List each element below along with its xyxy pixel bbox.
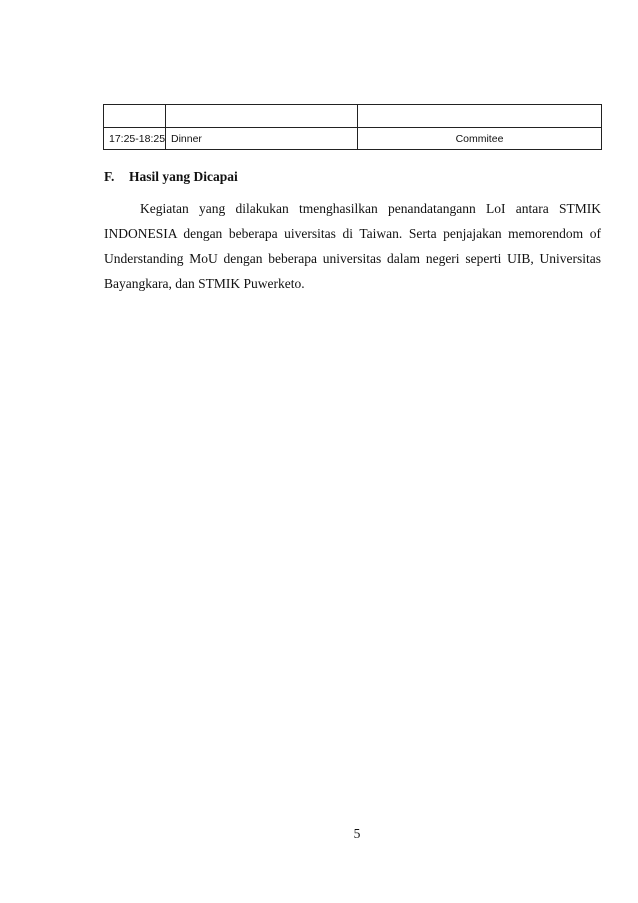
section-heading xyxy=(104,169,238,185)
table-row xyxy=(104,105,602,128)
time-cell xyxy=(104,105,166,128)
time-cell: 17:25-18:25 xyxy=(104,128,166,150)
activity-cell xyxy=(166,105,358,128)
activity-cell: Dinner xyxy=(166,128,358,150)
pic-cell: Commitee xyxy=(358,128,602,150)
body-paragraph: Kegiatan yang dilakukan tmenghasilkan penandatangann LoI antara STMIK INDONESIA dengan beberapa uiversitas di Taiwan. Serta penjajakan memorendom of Understanding MoU dengan beberapa universitas dalam negeri seperti UIB, Universitas Bayangkara, dan STMIK Puwerketo. xyxy=(104,201,601,291)
section-number: F. xyxy=(104,169,115,184)
pic-cell xyxy=(358,105,602,128)
page-number: 5 xyxy=(353,826,361,841)
schedule-table xyxy=(103,104,602,150)
section-title: Hasil yang Dicapai xyxy=(129,169,238,184)
table-row xyxy=(104,128,602,150)
